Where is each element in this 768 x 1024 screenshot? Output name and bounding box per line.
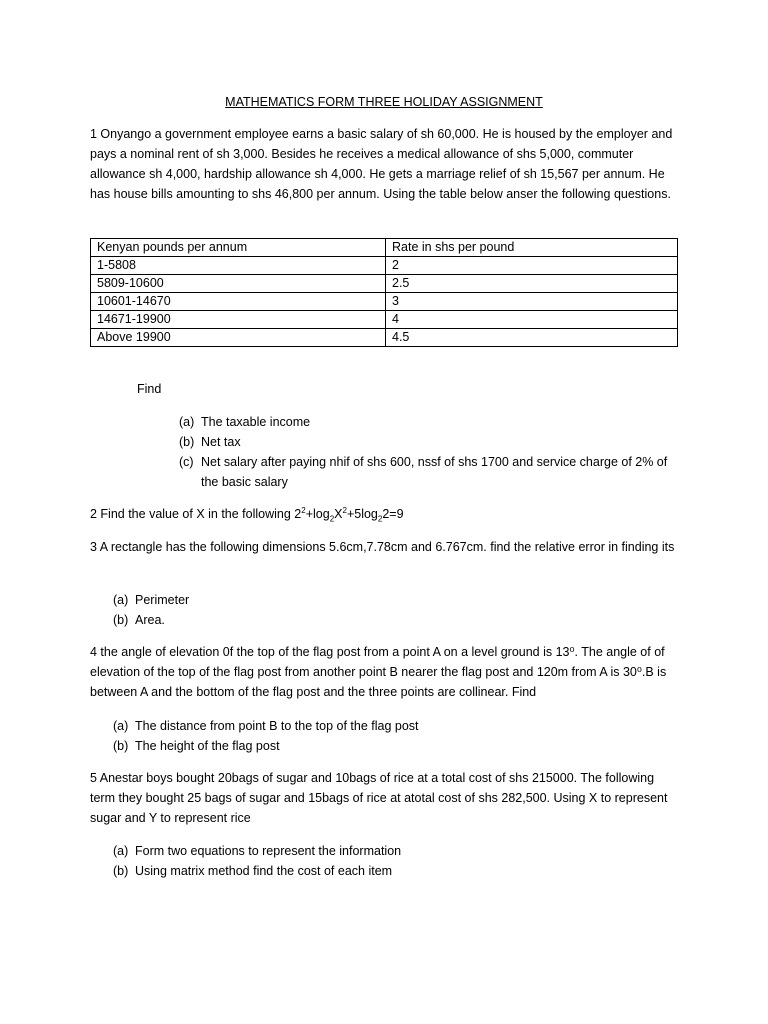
question-3-text: 3 A rectangle has the following dimensions 5.6cm,7.78cm and 6.767cm. find the relative error in finding its (90, 540, 675, 554)
question-1-text: 1 Onyango a government employee earns a basic salary of sh 60,000. He is housed by the employer and pays a nominal rent of sh 3,000. Besides he receives a medical allowance of shs 5,000, commuter allowance sh 4,000, hardship allowance sh 4,000. He gets a marriage relief of sh 15,567 per annum. He has house bills amounting to shs 46,800 per annum. Using the table below anser the following questions. (90, 127, 673, 201)
q2-exponent: 2 (342, 505, 347, 515)
part-label: (b) (113, 739, 129, 753)
part-text: Perimeter (135, 593, 190, 607)
list-item (179, 452, 679, 492)
part-text: Form two equations to represent the information (135, 844, 402, 858)
part-label: (a) (113, 844, 129, 858)
table-cell: 3 (386, 293, 678, 311)
part-text: Using matrix method find the cost of each item (135, 864, 393, 878)
question-5-parts (113, 841, 673, 881)
part-label: (b) (113, 864, 129, 878)
part-label: (a) (113, 719, 129, 733)
table-row (91, 275, 678, 293)
table-cell: 2.5 (386, 275, 678, 293)
find-label: Find (137, 382, 162, 396)
table-cell: 4.5 (386, 329, 678, 347)
table-row (91, 311, 678, 329)
q2-term: X (334, 507, 343, 521)
part-label: (a) (113, 593, 129, 607)
table-cell: 2 (386, 257, 678, 275)
list-item (179, 412, 679, 432)
q2-log-base: 2 (329, 514, 335, 524)
table-header-cell: Rate in shs per pound (386, 239, 678, 257)
list-item (113, 590, 673, 610)
part-label: (c) (179, 455, 194, 469)
table-header-row (91, 239, 678, 257)
question-4-text: 4 the angle of elevation 0f the top of the flag post from a point A on a level ground is 13⁰. The angle of of elevation of the top of the flag post from another point B nearer the flag post and 120m from A is 30⁰.B is between A and the bottom of the flag post and the three points are collinear. Find (90, 645, 667, 699)
table-cell: Above 19900 (91, 329, 386, 347)
page-title: MATHEMATICS FORM THREE HOLIDAY ASSIGNMENT (225, 95, 543, 109)
question-3-parts (113, 590, 673, 630)
list-item (113, 610, 673, 630)
q2-term: 2=9 (382, 507, 404, 521)
table-row (91, 293, 678, 311)
q2-term: +log (305, 507, 330, 521)
table-row (91, 257, 678, 275)
list-item (113, 861, 673, 881)
part-label: (b) (179, 435, 195, 449)
list-item (113, 841, 673, 861)
part-label: (b) (113, 613, 129, 627)
tax-rate-table (90, 238, 678, 347)
part-text: The distance from point B to the top of the flag post (135, 719, 419, 733)
question-2-text (90, 504, 680, 524)
part-text: The taxable income (201, 415, 311, 429)
table-cell: 14671-19900 (91, 311, 386, 329)
q2-exponent: 2 (301, 505, 306, 515)
table-cell: 5809-10600 (91, 275, 386, 293)
question-1-parts (179, 412, 679, 492)
q2-term: +5log (346, 507, 378, 521)
list-item (113, 716, 673, 736)
table-row (91, 329, 678, 347)
list-item (179, 432, 679, 452)
q2-prefix: 2 Find the value of X in the following 2 (90, 507, 302, 521)
part-label: (a) (179, 415, 195, 429)
question-4-parts (113, 716, 673, 756)
part-text: Net tax (201, 435, 241, 449)
question-5-text: 5 Anestar boys bought 20bags of sugar and 10bags of rice at a total cost of shs 215000. The following term they bought 25 bags of sugar and 15bags of rice at atotal cost of shs 282,500. Using X to represent sugar and Y to represent rice (90, 771, 668, 825)
part-text: Net salary after paying nhif of shs 600, nssf of shs 1700 and service charge of 2% of the basic salary (201, 455, 668, 489)
table-cell: 10601-14670 (91, 293, 386, 311)
list-item (113, 736, 673, 756)
part-text: Area. (135, 613, 165, 627)
table-cell: 4 (386, 311, 678, 329)
part-text: The height of the flag post (135, 739, 280, 753)
table-header-cell: Kenyan pounds per annum (91, 239, 386, 257)
table-cell: 1-5808 (91, 257, 386, 275)
q2-log-base: 2 (377, 514, 383, 524)
